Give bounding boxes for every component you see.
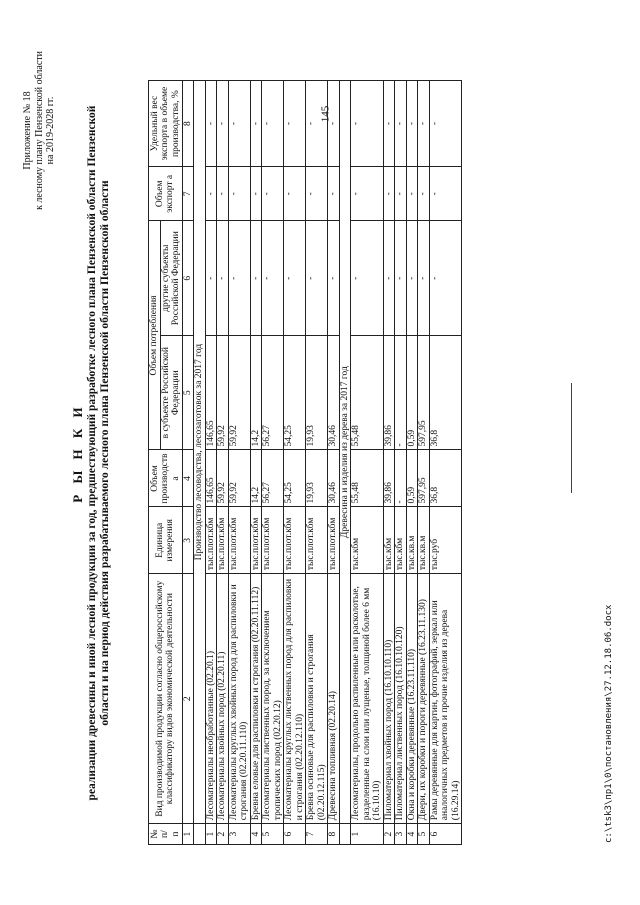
column-numbers-row [182,80,194,844]
table-row [406,80,418,844]
table-row [284,80,306,844]
column-number: 7 [182,166,194,220]
production-value: 19,93 [306,449,328,506]
header-unit: Единица измерения [149,506,183,573]
row-number: 3 [228,823,250,844]
unit: тыс.плот.кбм [284,506,306,573]
table-row [306,80,328,844]
export-value: - [228,166,250,220]
production-value: 36,8 [429,449,462,506]
column-number: 3 [182,506,194,573]
production-value: 597,95 [418,449,430,506]
consumption-other-value: - [406,220,418,335]
table-row [429,80,462,844]
export-value: - [284,166,306,220]
table-row [262,80,284,844]
consumption-other-value: - [383,220,395,335]
row-number: 5 [418,823,430,844]
header-export: Объем экспорт а [149,166,183,220]
column-number: 6 [182,220,194,335]
unit: тыс.кбм [383,506,395,573]
export-share-value: - [429,80,462,166]
production-value: 55,48 [351,449,384,506]
column-number: 5 [182,335,194,450]
landscape-page [20,43,620,863]
production-value: 146,65 [205,449,217,506]
production-value: - [395,449,407,506]
production-value: 54,25 [284,449,306,506]
product-name: Окна и коробки деревянные (16.23.11.110) [406,573,418,823]
production-value: 30,46 [328,449,340,506]
export-share-value: - [262,80,284,166]
column-number: 1 [182,823,194,844]
unit: тыс.кбм [395,506,407,573]
product-name: Лесоматериалы лиственных пород, за исключением тропических пород (02.20.12) [262,573,284,823]
consumption-region-value: 597,95 [418,335,430,450]
product-name: Бревна осиновые для распиловки и строгания (02.20.12.115) [306,573,328,823]
consumption-other-value: - [306,220,328,335]
unit: тыс.кбм [351,506,384,573]
product-name: Рамы деревянные для картин, фотографий, зеркал или аналогичных предметов и прочие изделия из дерева (16.29.14) [429,573,462,823]
export-share-value: - [351,80,384,166]
consumption-other-value: - [351,220,384,335]
consumption-other-value: - [284,220,306,335]
product-name: Двери, их коробки и пороги деревянные (16.23.11.130) [418,573,430,823]
table-row [383,80,395,844]
header-production: Объем производств а [149,449,183,506]
header-consumption-region: в субъекте Российской Федерации [160,335,182,450]
consumption-other-value: - [429,220,462,335]
consumption-other-value: - [250,220,262,335]
consumption-region-value: 30,46 [328,335,340,450]
table-row [217,80,229,844]
unit: тыс.плот.кбм [217,506,229,573]
header-export-share: Удельный вес экспорта в объеме производства, % [149,80,183,166]
export-value: - [205,166,217,220]
section-spacer [194,823,206,844]
export-value: - [351,166,384,220]
title-line-2: области и на период действия разрабатываемого лесного плана Пензенской области Пензенской области [99,179,111,726]
consumption-region-value: 19,93 [306,335,328,450]
consumption-other-value: - [418,220,430,335]
product-name: Бревна еловые для распиловки и строгания (02.20.11.112) [250,573,262,823]
consumption-region-value: 59,92 [228,335,250,450]
unit: тыс.плот.кбм [262,506,284,573]
header-product: Вид производимой продукции согласно общероссийскому классификатору видов экономической деятельности [149,573,183,823]
export-value: - [328,166,340,220]
consumption-other-value: - [217,220,229,335]
header-num: № п/ п [149,823,183,844]
section-wood-products [339,80,351,844]
consumption-other-value: - [262,220,284,335]
export-share-value: - [306,80,328,166]
row-number: 4 [406,823,418,844]
consumption-other-value: - [395,220,407,335]
export-value: - [418,166,430,220]
header-consumption: Объем потребления [149,220,161,449]
row-number: 1 [205,823,217,844]
appendix-line-2: к лесному плану Пензенской области [33,50,45,210]
production-value: 0,59 [406,449,418,506]
section-spacer [339,823,351,844]
appendix-line-3: на 2019-2028 гг. [45,96,56,164]
consumption-region-value: 55,48 [351,335,384,450]
table-row [328,80,340,844]
unit: тыс.кв.м [406,506,418,573]
export-share-value: - [284,80,306,166]
product-name: Лесоматериалы круглых лиственных пород для распиловки и строгания (02.20.12.110) [284,573,306,823]
appendix-line-1: Приложение № 18 [22,90,33,170]
header-consumption-other: другие субъекты Российской Федерации [160,220,182,335]
row-number: 6 [284,823,306,844]
unit: тыс.руб [429,506,462,573]
row-number: 1 [351,823,384,844]
export-value: - [383,166,395,220]
section-label: Древесина и изделия из дерева за 2017 год [339,80,351,823]
export-value: - [262,166,284,220]
product-name: Лесоматериалы, продольно распиленные или расколотые, разделенные на слои или лущеные, толщиной более 6 мм (16.10.10) [351,573,384,823]
product-name: Лесоматериалы круглых хвойных пород для распиловки и строгания (02.20.11.110) [228,573,250,823]
export-share-value: - [250,80,262,166]
export-share-value: - [217,80,229,166]
consumption-region-value: 36,8 [429,335,462,450]
export-value: - [217,166,229,220]
product-name: Древесина топливная (02.20.14) [328,573,340,823]
table-row [351,80,384,844]
export-share-value: - [205,80,217,166]
export-share-value: - [328,80,340,166]
consumption-region-value: 54,25 [284,335,306,450]
export-share-value: - [395,80,407,166]
consumption-region-value: 146,65 [205,335,217,450]
row-number: 7 [306,823,328,844]
production-value: 59,92 [217,449,229,506]
product-name: Пиломатериал лиственных пород (16.10.10.120) [395,573,407,823]
unit: тыс.плот.кбм [205,506,217,573]
production-value: 39,86 [383,449,395,506]
document-title [70,43,112,863]
export-value: - [429,166,462,220]
section-forestry [194,80,206,844]
export-value: - [250,166,262,220]
markets-table [148,80,462,845]
table-row [395,80,407,844]
table-row [228,80,250,844]
section-label: Производство лесоводства, лесозаготовок за 2017 год [194,80,206,823]
title-main: Р Ы Н К И [70,402,85,503]
row-number: 5 [262,823,284,844]
consumption-other-value: - [228,220,250,335]
unit: тыс.плот.кбм [328,506,340,573]
column-number: 8 [182,80,194,166]
export-share-value: - [406,80,418,166]
unit: тыс.плот.кбм [228,506,250,573]
row-number: 8 [328,823,340,844]
export-value: - [406,166,418,220]
title-line-1: реализации древесины и иной лесной продукции за год, предшествующий разработке лесного плана Пензенской области Пензенской [86,105,98,800]
table-row [205,80,217,844]
consumption-region-value: 39,86 [383,335,395,450]
production-value: 56,27 [262,449,284,506]
unit: тыс.кв.м [418,506,430,573]
production-value: 14,2 [250,449,262,506]
product-name: Лесоматериалы хвойных пород (02.20.11) [217,573,229,823]
file-path-footer: c:\tsk3\пр1\0\постановления\27.12.18.06.docx [604,604,614,843]
table-row [250,80,262,844]
unit: тыс.плот.кбм [306,506,328,573]
row-number: 3 [395,823,407,844]
production-value: 59,92 [228,449,250,506]
consumption-region-value: 14,2 [250,335,262,450]
consumption-region-value: - [395,335,407,450]
consumption-region-value: 0,59 [406,335,418,450]
product-name: Лесоматериалы необработанные (02.20.1) [205,573,217,823]
export-share-value: - [383,80,395,166]
consumption-region-value: 56,27 [262,335,284,450]
row-number: 4 [250,823,262,844]
page-number: 145 [319,105,332,123]
export-share-value: - [228,80,250,166]
appendix-caption [22,51,57,210]
column-number: 2 [182,573,194,823]
export-share-value: - [418,80,430,166]
table-row [418,80,430,844]
footer-rule [571,383,572,493]
column-number: 4 [182,449,194,506]
row-number: 6 [429,823,462,844]
consumption-region-value: 59,92 [217,335,229,450]
export-value: - [395,166,407,220]
consumption-other-value: - [328,220,340,335]
row-number: 2 [383,823,395,844]
consumption-other-value: - [205,220,217,335]
product-name: Пиломатериал хвойных пород (16.10.10.110) [383,573,395,823]
row-number: 2 [217,823,229,844]
unit: тыс.плот.кбм [250,506,262,573]
export-value: - [306,166,328,220]
